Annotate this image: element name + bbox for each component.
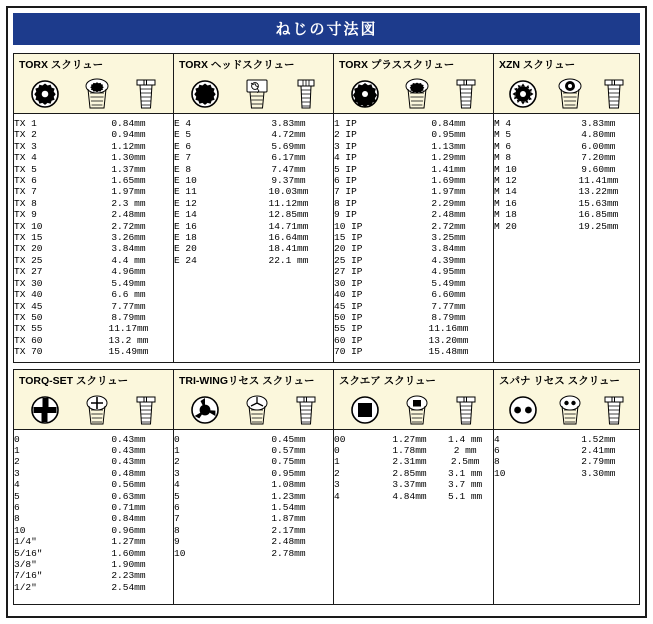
block-header [174,54,333,114]
block-title: TORX ヘッドスクリュー [179,59,295,71]
table-row: 4 1.52mm [494,433,616,445]
table-row: 2 0.43mm [14,456,146,468]
table-row: TX 4 1.30mm [14,152,146,164]
spanner-two-hole-icon [506,393,540,427]
block-body [174,114,333,362]
table-row: TX 15 3.26mm [14,232,146,244]
table-row: 6 IP 1.69mm [334,175,466,187]
table-row: M 18 16.85mm [494,209,619,221]
block-body [14,114,173,362]
table-row: E 18 16.64mm [174,232,309,244]
table-body [334,434,493,502]
table-row: 70 IP 15.48mm [334,346,469,358]
tri-wing-side-icon [293,391,319,427]
table-body [174,118,333,266]
icon-row [174,389,333,429]
block-body [494,114,639,362]
table-body [14,118,173,358]
table-row: TX 70 15.49mm [14,346,149,358]
torx-screw-head-icon [82,75,112,111]
block-body [494,430,639,604]
table-row: 10 2.78mm [174,547,306,559]
block-title: TRI-WINGリセス スクリュー [179,374,315,387]
table-row: 25 IP 4.39mm [334,254,466,266]
block-square-screw [334,370,494,604]
table-row: TX 30 5.49mm [14,277,146,289]
block-header [14,54,173,114]
table-row: 9 2.48mm [174,536,306,548]
table-body [494,118,639,232]
table-row: 1/2" 2.54mm [14,581,146,593]
values-table [174,434,333,559]
table-row: 1 2.31mm 2.5mm [334,456,480,468]
table-row: M 4 3.83mm [494,118,616,129]
table-row: 40 IP 6.60mm [334,289,466,301]
icon-row [174,73,333,113]
block-body [334,114,493,362]
table-row: 60 IP 13.20mm [334,334,469,346]
table-row: M 6 6.00mm [494,140,616,152]
spanner-side-icon [601,391,627,427]
torx-screw-side-icon [133,75,159,111]
table-row: 10 3.30mm [494,467,616,479]
page-title: ねじの寸法図 [13,13,640,45]
table-row: 27 IP 4.95mm [334,266,466,278]
table-row: 5 IP 1.41mm [334,163,466,175]
table-row: E 14 12.85mm [174,209,309,221]
table-row: TX 8 2.3 mm [14,197,146,209]
table-row: M 5 4.80mm [494,129,616,141]
block-header [14,370,173,430]
table-row: 1 IP 0.84mm [334,118,466,129]
table-row: 55 IP 11.16mm [334,323,469,335]
block-header [334,370,493,430]
table-row: 3 IP 1.13mm [334,140,466,152]
icon-row [334,73,493,113]
table-row: E 11 10.03mm [174,186,309,198]
table-row: 5/16" 1.60mm [14,547,146,559]
block-torq-set-screw [14,370,174,604]
table-row: 5 0.63mm [14,490,146,502]
table-row: 8 0.84mm [14,513,146,525]
block-tri-wing-screw [174,370,334,604]
table-row: 8 2.79mm [494,456,616,468]
values-table [334,434,493,502]
table-row: 30 IP 5.49mm [334,277,466,289]
xzn-side-icon [601,75,627,111]
icon-row [14,389,173,429]
torx-head-side-icon [293,75,319,111]
block-body [14,430,173,604]
block-header [494,370,639,430]
icon-row [494,389,639,429]
table-row: 4 4.84mm 5.1 mm [334,490,483,502]
table-row: TX 25 4.4 mm [14,254,146,266]
block-spanner-screw [494,370,639,604]
table-body [494,434,639,480]
table-row: 2 2.85mm 3.1 mm [334,467,483,479]
table-row: TX 3 1.12mm [14,140,146,152]
table-row: M 20 19.25mm [494,220,619,232]
table-row: E 8 7.47mm [174,163,306,175]
values-table [14,118,173,358]
values-table [174,118,333,266]
block-torx-plus-screw [334,54,494,362]
table-row: 3 0.95mm [174,467,306,479]
table-row: 4 0.56mm [14,479,146,491]
block-torx-screw [14,54,174,362]
table-row: E 10 9.37mm [174,175,306,187]
square-side-icon [453,391,479,427]
table-row: 4 IP 1.29mm [334,152,466,164]
table-row: TX 6 1.65mm [14,175,146,187]
table-row: 6 2.41mm [494,444,616,456]
table-body [334,118,493,358]
block-title: TORQ-SET スクリュー [19,374,129,387]
table-row: TX 2 0.94mm [14,129,146,141]
spanner-head-icon [555,391,585,427]
table-row: 0 0.45mm [174,433,306,445]
table-body [14,434,173,594]
table-row: 00 1.27mm 1.4 mm [334,433,483,445]
square-head-icon [402,391,432,427]
sheet-border [6,6,647,618]
table-row: E 16 14.71mm [174,220,309,232]
block-torx-head-screw [174,54,334,362]
square-recess-icon [348,393,382,427]
table-row: 8 2.17mm [174,524,306,536]
table-row: 7 1.87mm [174,513,306,525]
tri-wing-head-icon [242,391,272,427]
table-row: E 5 4.72mm [174,129,306,141]
block-title: XZN スクリュー [499,59,576,71]
table-row: 2 IP 0.95mm [334,129,466,141]
table-row: TX 9 2.48mm [14,209,146,221]
torx-plus-star-icon [348,77,382,111]
torq-set-cross-icon [28,393,62,427]
xzn-spline-icon [506,77,540,111]
table-row: 15 IP 3.25mm [334,232,466,244]
torq-set-side-icon [133,391,159,427]
block-header [494,54,639,114]
torx-head-bolt-icon [242,75,272,111]
torx-plus-head-icon [402,75,432,111]
table-row: TX 55 11.17mm [14,323,149,335]
block-xzn-screw [494,54,639,362]
table-row: TX 50 8.79mm [14,311,146,323]
table-row: 20 IP 3.84mm [334,243,466,255]
table-row: E 7 6.17mm [174,152,306,164]
values-table [494,118,639,232]
band-top [13,53,640,363]
table-row: 0 1.78mm 2 mm [334,444,477,456]
table-row: M 16 15.63mm [494,197,619,209]
table-row: 1 0.43mm [14,444,146,456]
icon-row [334,389,493,429]
table-row: 2 0.75mm [174,456,306,468]
table-row: TX 60 13.2 mm [14,334,149,346]
table-row: 7 IP 1.97mm [334,186,466,198]
table-body [174,434,333,559]
tri-wing-icon [188,393,222,427]
table-row: TX 5 1.37mm [14,163,146,175]
table-row: 5 1.23mm [174,490,306,502]
torx-star-icon [28,77,62,111]
torx-star-solid-icon [188,77,222,111]
block-body [174,430,333,604]
table-row: 1 0.57mm [174,444,306,456]
block-header [174,370,333,430]
table-row: 3/8" 1.90mm [14,559,146,570]
block-body [334,430,493,604]
table-row: 6 0.71mm [14,501,146,513]
values-table [334,118,493,358]
table-row: M 10 9.60mm [494,163,616,175]
block-title: スパナ リセス スクリュー [499,374,620,387]
torx-plus-side-icon [453,75,479,111]
table-row: TX 10 2.72mm [14,220,146,232]
table-row: E 6 5.69mm [174,140,306,152]
table-row: 3 0.48mm [14,467,146,479]
table-row: TX 7 1.97mm [14,186,146,198]
torq-set-head-icon [82,391,112,427]
table-row: E 12 11.12mm [174,197,309,209]
table-row: 3 3.37mm 3.7 mm [334,479,483,491]
icon-row [494,73,639,113]
table-row: E 24 22.1 mm [174,254,309,266]
block-header [334,54,493,114]
table-row: 7/16" 2.23mm [14,570,146,582]
band-bottom [13,369,640,605]
xzn-head-icon [555,75,585,111]
table-row: 4 1.08mm [174,479,306,491]
icon-row [14,73,173,113]
table-row: 50 IP 8.79mm [334,311,466,323]
table-row: 1/4" 1.27mm [14,536,146,548]
values-table [14,434,173,594]
table-row: M 12 11.41mm [494,175,619,187]
table-row: TX 1 0.84mm [14,118,146,129]
values-table [494,434,639,480]
table-row: E 20 18.41mm [174,243,309,255]
table-row: 8 IP 2.29mm [334,197,466,209]
table-row: M 14 13.22mm [494,186,619,198]
table-row: 9 IP 2.48mm [334,209,466,221]
table-row: 45 IP 7.77mm [334,300,466,312]
table-row: 0 0.43mm [14,433,146,445]
table-row: 10 0.96mm [14,524,146,536]
table-row: TX 45 7.77mm [14,300,146,312]
block-title: TORX プラススクリュー [339,59,455,71]
table-row: M 8 7.20mm [494,152,616,164]
table-row: 10 IP 2.72mm [334,220,466,232]
table-row: 6 1.54mm [174,501,306,513]
table-row: TX 20 3.84mm [14,243,146,255]
table-row: TX 27 4.96mm [14,266,146,278]
table-row: E 4 3.83mm [174,118,306,129]
block-title: スクエア スクリュー [339,374,436,387]
block-title: TORX スクリュー [19,59,104,71]
table-row: TX 40 6.6 mm [14,289,146,301]
